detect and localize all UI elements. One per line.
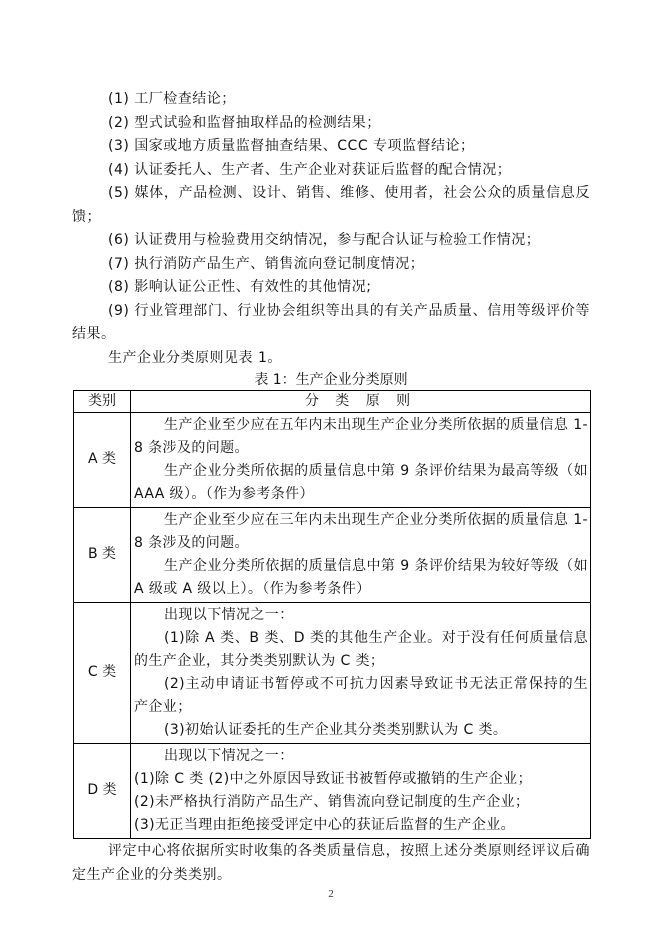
principle-line: 出现以下情况之一： [164, 748, 294, 764]
page-number: 2 [328, 888, 334, 900]
table-row [74, 744, 591, 839]
classification-table [73, 390, 591, 839]
principle-line: 生产企业至少应在五年内未出现生产企业分类所依据的质量信息 1-8 条涉及的问题。 [134, 417, 588, 456]
principle-line: (1)除 A 类、B 类、D 类的其他生产企业。对于没有任何质量信息的生产企业，其分类类别默认为 C 类； [134, 630, 588, 669]
header-category: 类别 [74, 391, 131, 413]
table-row [74, 603, 591, 744]
principle-line: 生产企业分类所依据的质量信息中第 9 条评价结果为较好等级（如 A 级或 A 级以上）。（作为参考条件） [134, 558, 588, 597]
closing-text: 评定中心将依据所实时收集的各类质量信息，按照上述分类原则经评议后确定生产企业的分类类别。 [72, 843, 590, 883]
category-cell: D 类 [74, 744, 131, 839]
principle-cell [131, 603, 591, 744]
principle-line: 生产企业至少应在三年内未出现生产企业分类所依据的质量信息 1-8 条涉及的问题。 [134, 512, 588, 551]
principle-cell [131, 508, 591, 603]
list-item-9: (9) 行业管理部门、行业协会组织等出具的有关产品质量、信用等级评价等结果。 [72, 302, 590, 342]
list-item-3: (3) 国家或地方质量监督抽查结果、CCC 专项监督结论； [108, 138, 475, 154]
table-header-row [74, 391, 591, 413]
intro-text: 生产企业分类原则见表 1。 [108, 349, 282, 366]
list-item-8: (8) 影响认证公正性、有效性的其他情况; [108, 279, 372, 295]
list-item-6: (6) 认证费用与检验费用交纳情况，参与配合认证与检验工作情况； [108, 232, 541, 248]
list-item-2: (2) 型式试验和监督抽取样品的检测结果； [108, 114, 381, 131]
principle-cell [131, 413, 591, 508]
principle-line: 生产企业分类所依据的质量信息中第 9 条评价结果为最高等级（如 AAA 级）。（作为参考条件） [134, 463, 588, 502]
list-item-4: (4) 认证委托人、生产者、生产企业对获证后监督的配合情况； [108, 161, 512, 178]
header-principle: 分 类 原 则 [131, 391, 591, 413]
table-caption: 表 1：生产企业分类原则 [254, 372, 408, 388]
principle-line: 出现以下情况之一： [164, 607, 294, 623]
principle-line: (3)无正当理由拒绝接受评定中心的获证后监督的生产企业。 [134, 817, 516, 833]
principle-line: (1)除 C 类 (2)中之外原因导致证书被暂停或撤销的生产企业； [134, 771, 532, 787]
principle-line: (3)初始认证委托的生产企业其分类类别默认为 C 类。 [164, 722, 508, 738]
document-page [72, 88, 590, 887]
principle-line: (2)未严格执行消防产品生产、销售流向登记制度的生产企业； [134, 794, 530, 810]
category-cell: A 类 [74, 413, 131, 508]
list-item-1: (1) 工厂检查结论； [108, 91, 236, 107]
category-cell: C 类 [74, 603, 131, 744]
table-row [74, 508, 591, 603]
principle-cell [131, 744, 591, 839]
category-cell: B 类 [74, 508, 131, 603]
table-row [74, 413, 591, 508]
list-item-7: (7) 执行消防产品生产、销售流向登记制度情况； [108, 255, 425, 272]
principle-line: (2)主动申请证书暂停或不可抗力因素导致证书无法正常保持的生产企业； [134, 676, 588, 715]
list-item-5: (5) 媒体，产品检测、设计、销售、维修、使用者，社会公众的质量信息反馈； [72, 185, 590, 225]
